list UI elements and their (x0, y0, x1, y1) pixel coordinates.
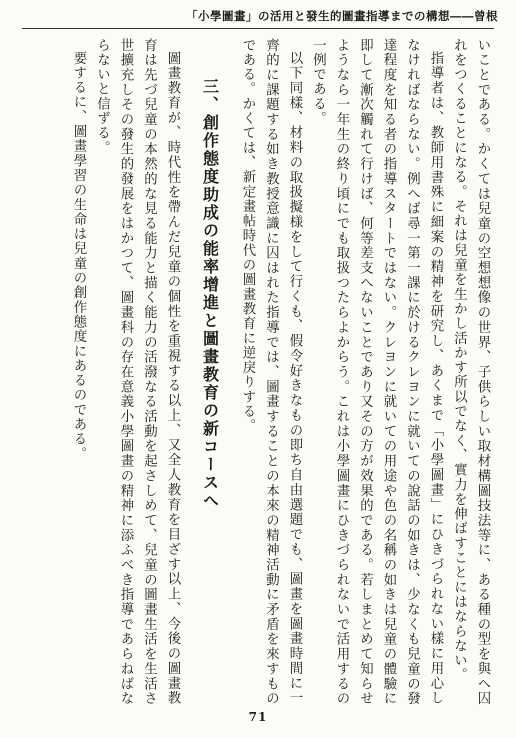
section-heading: 三、創作態度助成の能率增進と圖畫教育の新コースへ (200, 78, 220, 510)
paragraph: 圖畫教育が、時代性を帶んだ兒童の個性を重視する以上、又全人教育を目ざす以上、今後の圖畫教育は先づ兒童の本然的な見る能力と描く能力の活潑なる活動を起さしめて、兒童の圖畫生活を生活さ世擴充しその發生的發展をはかつて、圖畫科の存在意義小學圖畫の精神に添ふべき指導であらねばならないと信ずる。 (94, 38, 180, 706)
page-number: 71 (248, 710, 268, 724)
running-header: 「小學圖畫」の活用と發生的圖畫指導までの構想――曾根 (186, 9, 498, 23)
header-divider (22, 28, 494, 29)
paragraph: 要するに、圖畫學習の生命は兒童の創作態度にあるのである。 (71, 51, 86, 462)
body-text (24, 38, 494, 706)
paragraph: 指導者は、教師用書殊に細案の精神を研究し、あくまで「小學圖畫」にひきづられない樣に用心しなければならない。例へば尋一第一課に於けるクレヨンに就いての說話の如きは、少なくも兒童の發達程度を知る者の指導スタートではない。クレヨンに就いての用途や色の名稱の如きは兒童の體驗に即して漸次觸れて行けば、何等差支へないことであり又その方が效果的である。若しまとめて知らせようなら一年生の終り頃にでも取扱つたらよからう。これは小學圖畫にひきづられないで活用するの一例である。 (310, 38, 443, 706)
paragraph: いことである。かくては兒童の空想想像の世界、子供らしい取材構圖技法等に、ある種の型を與へ囚れをつくることになる。それは兒童を生かし活かす所以でなく、實力を伸ばすことにはならない。 (451, 38, 490, 706)
paragraph: 以下同樣、材料の取扱擬様をして行くも、假令好きなもの即ち自由選題でも、圖畫を圖畫時間に一齊的に課題する如き教授意識に囚はれた指導では、圖畫することの本來の精神活動に矛盾を來すものである。かくては、新定畫帖時代の圖畫教育に逆戾りする。 (240, 38, 302, 706)
